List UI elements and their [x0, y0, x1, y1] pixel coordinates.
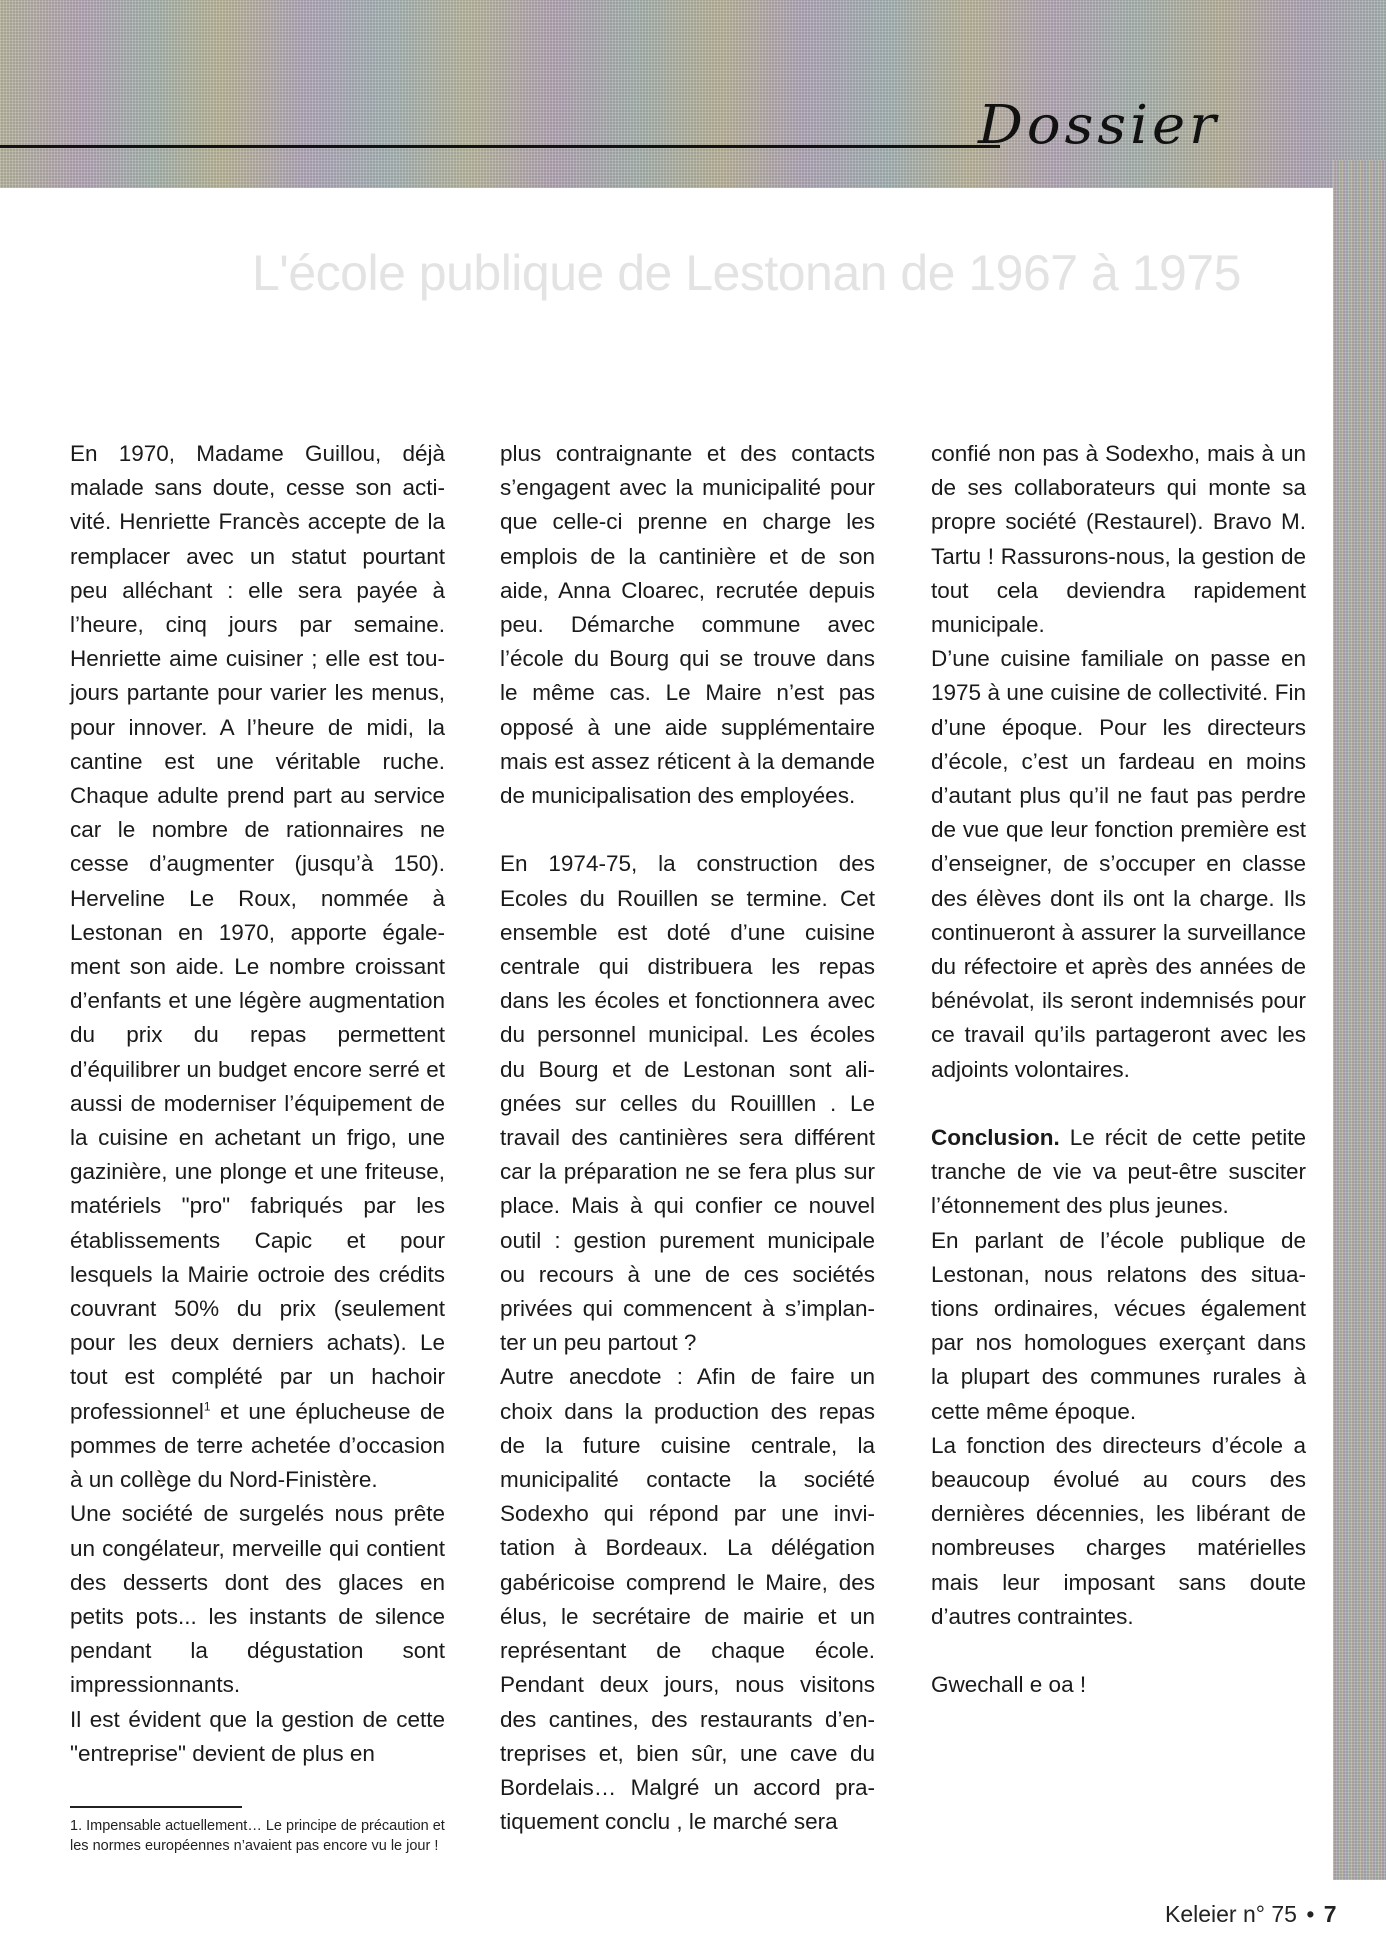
paragraph: En 1970, Madame Guillou, déjà malade sans doute, cesse son activité. Henriette Francès accepte de la remplacer avec un statut pourtant peu alléchant : elle sera payée à l’heure, cinq jours par semaine. Henriette aime cuisiner ; elle est toujours partante pour varier les menus, pour innover. A l’heure de midi, la cantine est une véritable ruche. Chaque adulte prend part au service car le nombre de rationnaires ne cesse d’augmenter (jusqu’à 150). Herveline Le Roux, nommée à Lestonan en 1970, apporte également son aide. Le nombre croissant d’enfants et une légère augmentation du prix du repas permettent d’équilibrer un budget encore serré et aussi de moderniser l’équipement de la cuisine en achetant un frigo, une gazinière, une plonge et une friteuse, matériels "pro" fabriqués par les établissements Capic et pour lesquels la Mairie octroie des crédits couvrant 50% du prix (seulement pour les deux derniers achats). Le tout est complété par un hachoir professionnel$^1$ et une éplucheuse de pommes de terre achetée d’occasion à un collège du Nord-Finistère.	[70, 441, 445, 1493]
footnote-reference[interactable]: 1	[203, 1399, 211, 1414]
paragraph: plus contraignante et des contacts s’engagent avec la municipalité pour que celle-ci prenne en charge les emplois de la cantinière et de son aide, Anna Cloarec, recrutée depuis peu. Démarche commune avec l’école du Bourg qui se trouve dans le même cas. Le Maire n’est pas opposé à une aide supplémentaire mais est assez réticent à la demande de municipalisation des employées.	[500, 441, 875, 809]
paragraph-gap	[500, 813, 875, 847]
section-label: Dossier	[978, 94, 1220, 157]
footnote: 1. Impensable actuellement… Le principe de précaution et les normes européennes n’avaient pas encore vu le jour !	[70, 1818, 445, 1854]
publication-name: Keleier n° 75	[1165, 1901, 1297, 1927]
paragraph: En 1974-75, la construction des Ecoles du Rouillen se termine. Cet ensemble est doté d’une cuisine centrale qui distribuera les repas dans les écoles et fonctionnera avec du personnel municipal. Les écoles du Bourg et de Lestonan sont alignées sur celles du Rouilllen . Le travail des cantinières sera différent car la préparation ne se fera plus sur place. Mais à qui confier ce nouvel outil : gestion purement municipale ou recours à une de ces sociétés privées qui commencent à s’implanter un peu partout ?	[500, 851, 875, 1356]
article-column-2	[500, 437, 875, 1839]
header-rule	[0, 145, 1000, 148]
paragraph: Une société de surgelés nous prête un congélateur, merveille qui contient des desserts dont des glaces en petits pots... les instants de silence pendant la dégustation sont impressionnants.	[70, 1501, 445, 1698]
article-title: L'école publique de Lestonan de 1967 à 1975	[252, 245, 1241, 301]
right-texture-strip	[1333, 160, 1386, 1880]
paragraph-gap	[931, 1634, 1306, 1668]
paragraph: En parlant de l’école publique de Lestonan, nous relatons des situations ordinaires, vécues également par nos homologues exerçant dans la plupart des communes rurales à cette même époque.	[931, 1227, 1306, 1424]
paragraph: Autre anecdote : Afin de faire un choix dans la production des repas de la future cuisine centrale, la municipalité contacte la société Sodexho qui répond par une invitation à Bordeaux. La délégation gabéricoise comprend le Maire, des élus, le secrétaire de mairie et un représentant de chaque école. Pendant deux jours, nous visitons des cantines, des restaurants d’entreprises et, bien sûr, une cave du Bordelais… Malgré un accord pratiquement conclu , le marché sera	[500, 1364, 875, 1835]
paragraph: D’une cuisine familiale on passe en 1975 à une cuisine de collectivité. Fin d’une époque. Pour les directeurs d’école, c’est un fardeau en moins d’autant plus qu’il ne faut pas perdre de vue que leur fonction première est d’enseigner, de s’occuper en classe des élèves dont ils ont la charge. Ils continueront à assurer la surveillance du réfectoire et après des années de bénévolat, ils seront indemnisés pour ce travail qu’ils partageront avec les adjoints volontaires.	[931, 646, 1306, 1082]
paragraph: La fonction des directeurs d’école a beaucoup évolué au cours des dernières décennies, les libérant de nombreuses charges matérielles mais leur imposant sans doute d’autres contraintes.	[931, 1432, 1306, 1629]
paragraph: confié non pas à Sodexho, mais à un de ses collaborateurs qui monte sa propre société (Restaurel). Bravo M. Tartu ! Rassurons-nous, la gestion de tout cela deviendra rapidement municipale.	[931, 441, 1306, 638]
footnote-rule	[70, 1806, 242, 1808]
article-column-1	[70, 437, 445, 1771]
page-footer	[1165, 1900, 1337, 1928]
page-number: 7	[1323, 1901, 1337, 1927]
bullet-separator-icon: •	[1306, 1901, 1315, 1927]
article-column-3	[931, 437, 1306, 1702]
paragraph: Il est évident que la gestion de cette "entreprise" devient de plus en	[70, 1706, 445, 1766]
conclusion-paragraph: Conclusion. Le récit de cette petite tranche de vie va peut-être susciter l’étonnement des plus jeunes.	[931, 1125, 1306, 1219]
paragraph-gap	[931, 1087, 1306, 1121]
conclusion-lead: Conclusion.	[931, 1125, 1060, 1151]
closing-line: Gwechall e oa !	[931, 1672, 1087, 1698]
